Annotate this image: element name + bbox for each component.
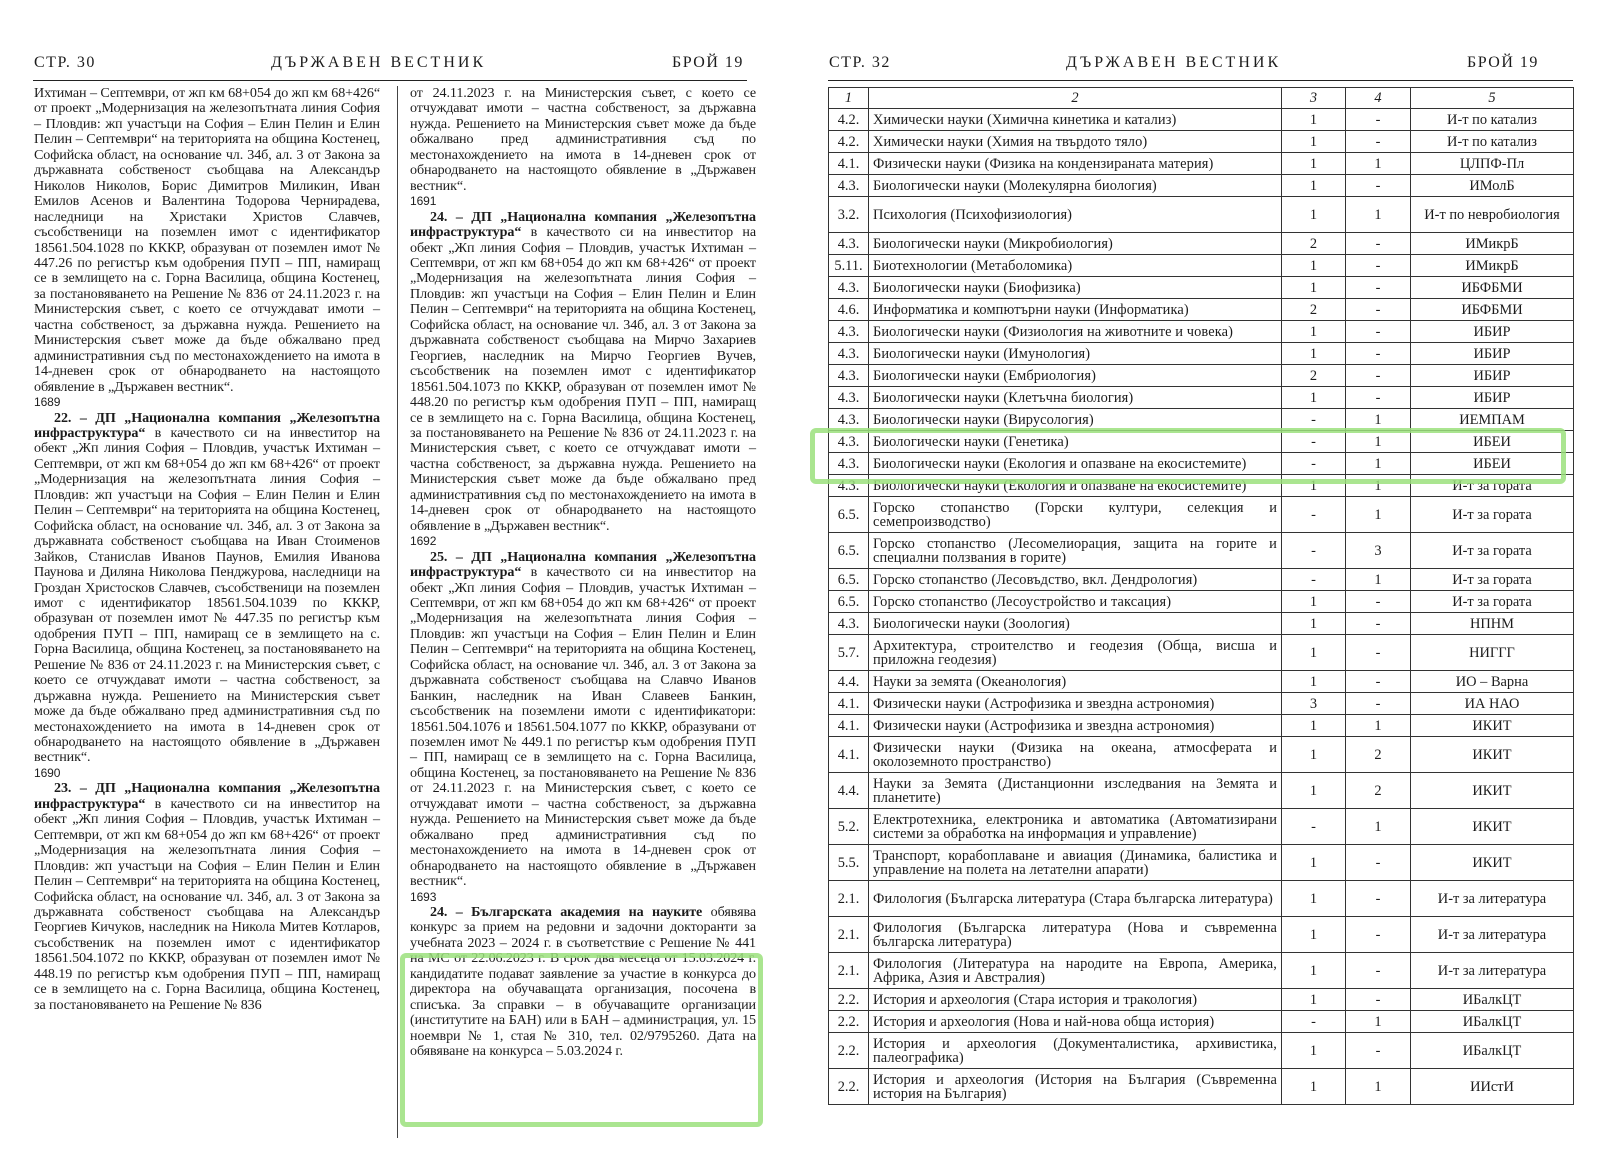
table-cell-c2: Биологически науки (Зоология) [869,613,1282,635]
table-row [829,613,1574,635]
table-cell-c1: 4.1. [829,693,869,715]
table-cell-c2: История и археология (Стара история и тракология) [869,989,1282,1011]
notice-25-heading: 25. – ДП „Национална компания „Железопътна инфраструктура“ [410,548,756,581]
table-body [829,109,1574,1105]
table-cell-c4: - [1346,845,1411,881]
table-cell-c1: 4.3. [829,321,869,343]
right-page [800,0,1600,1168]
table-row [829,175,1574,197]
table-cell-c3: - [1282,409,1346,431]
table-cell-c3: 1 [1282,591,1346,613]
table-cell-c3: 1 [1282,109,1346,131]
table-cell-c2: Биологически науки (Клетъчна биология) [869,387,1282,409]
column-header: 5 [1411,88,1574,109]
table-cell-c1: 4.1. [829,715,869,737]
table-cell-c1: 2.1. [829,881,869,917]
table-cell-c2: Физически науки (Физика на океана, атмосферата и околоземното пространство) [869,737,1282,773]
table-cell-c1: 4.2. [829,131,869,153]
table-row [829,233,1574,255]
table-cell-c4: 1 [1346,475,1411,497]
table-cell-c4: 1 [1346,153,1411,175]
table-cell-c1: 4.3. [829,453,869,475]
table-cell-c3: - [1282,1011,1346,1033]
notice-22-body: в качеството си на инвеститор на обект „Жп линия София – Пловдив, участък Ихтиман – Септември, от жп км 68+054 до жп км 68+426“ от проект „Модернизация на железопътната линия София – Пловдив: жп участъци на София – Елин Пелин и Елин Пелин – Септември“ на територията на община Костенец, Софийска област, на основание чл. 34б, ал. 3 от Закона за държавната собственост съобщава на Иван Стоименов Зайков, Станислав Иванов Паунов, Емилия Иванова Паунова и Диляна Николова Пенджурова, наследници на Гроздан Христосков Славчев, съсобственици на поземлен имот с идентификатор 18561.504.1039 по КККР, образуван от поземлен имот № 447.35 по регистър към одобрения ПУП – ПП, намиращ се в землището на с. Горна Василица, община Костенец, за постановяването на Решение № 836 от 24.11.2023 г. на Министерския съвет, с което се отчуждават имоти – частна собственост, за държавна нужда. Решението на Министерския съвет може да бъде обжалвано пред административния съд по местонахождението на имота в 14-дневен срок от обнародването на настоящото обявление в „Държавен вестник“. [34,424,380,766]
left-page-number: СТР. 30 [34,54,96,71]
notice-25-body: в качеството си на инвеститор на обект „Жп линия София – Пловдив, участък Ихтиман – Септември, от жп км 68+054 до жп км 68+426“ от проект „Модернизация на железопътната линия София – Пловдив: жп участъци на София – Елин Пелин и Елин Пелин – Септември“ на територията на община Костенец, Софийска област, на основание чл. 34б, ал. 3 от Закона за държавната собственост съобщава на Славчо Иванов Банкин, наследник на Иван Славеев Банкин, съсобственик на поземлени имоти с идентификатори: 18561.504.1076 и 18561.504.1077 по КККР, образувани от поземлен имот № 449.1 по регистър към одобрения ПУП – ПП, намиращ се в землището на с. Горна Василица, община Костенец, за постановяването на Решение № 836 от 24.11.2023 г. на Министерския съвет, с което се отчуждават имоти – частна собственост, за държавна нужда. Решението на Министерския съвет може да бъде обжалвано пред административния съд по местонахождението на имота в 14-дневен срок от обнародването на настоящото обявление в „Държавен вестник“. [410,564,756,890]
table-cell-c1: 3.2. [829,197,869,233]
table-cell-c5: И-т за гората [1411,475,1574,497]
table-cell-c3: 1 [1282,197,1346,233]
table-row [829,809,1574,845]
table-cell-c5: И-т по невробиология [1411,197,1574,233]
table-row [829,773,1574,809]
table-cell-c4: - [1346,613,1411,635]
table-cell-c5: ИБЕИ [1411,431,1574,453]
table-cell-c4: - [1346,299,1411,321]
table-cell-c3: 1 [1282,737,1346,773]
table-cell-c3: - [1282,569,1346,591]
notice-22-heading: 22. – ДП „Национална компания „Железопътна инфраструктура“ [34,409,380,441]
table-cell-c4: - [1346,953,1411,989]
table-row [829,343,1574,365]
table-cell-c3: 2 [1282,299,1346,321]
table-row [829,737,1574,773]
table-cell-c2: Физически науки (Физика на кондензираната материя) [869,153,1282,175]
table-cell-c5: ИКИТ [1411,773,1574,809]
table-cell-c1: 4.3. [829,365,869,387]
table-cell-c4: 2 [1346,773,1411,809]
table-cell-c5: ИБалкЦТ [1411,1033,1574,1069]
table-row [829,109,1574,131]
table-cell-c4: - [1346,109,1411,131]
notice-24-body: в качеството си на инвеститор на обект „Жп линия София – Пловдив, участък Ихтиман – Септември, от жп км 68+054 до жп км 68+426“ от проект „Модернизация на железопътната линия София – Пловдив: жп участъци на София – Елин Пелин и Елин Пелин – Септември“ на територията на община Костенец, Софийска област, на основание чл. 34б, ал. 3 от Закона за държавната собственост съобщава на Мирчо Захариев Георгиев, наследник на Мирчо Георгиев Вучев, съсобственик на поземлен имот с идентификатор 18561.504.1073 по КККР, образуван от поземлен имот № 448.20 по регистър към одобрения ПУП – ПП, намиращ се в землището на с. Горна Василица, община Костенец, за постановяването на Решение № 836 от 24.11.2023 г. на Министерския съвет, с което се отчуждават имоти – частна собственост, за държавна нужда. Решението на Министерския съвет може да бъде обжалвано пред административния съд по местонахождението на имота в 14-дневен срок от обнародването на настоящото обявление в „Държавен вестник“. [410,224,756,534]
table-cell-c3: 1 [1282,715,1346,737]
notice-code: 1693 [410,889,437,904]
table-cell-c4: - [1346,635,1411,671]
table-cell-c3: 1 [1282,881,1346,917]
table-cell-c2: История и археология (История на България (Съвременна история на България) [869,1069,1282,1105]
table-cell-c1: 6.5. [829,569,869,591]
table-cell-c4: - [1346,387,1411,409]
table-row [829,277,1574,299]
table-cell-c3: 1 [1282,343,1346,365]
table-row [829,671,1574,693]
table-cell-c1: 4.4. [829,773,869,809]
table-cell-c5: ИКИТ [1411,845,1574,881]
notice-23-heading: 23. – ДП „Национална компания „Железопътна инфраструктура“ [34,780,380,812]
table-cell-c3: 1 [1282,277,1346,299]
table-cell-c4: - [1346,1033,1411,1069]
table-cell-c4: - [1346,989,1411,1011]
table-cell-c5: И-т за литература [1411,917,1574,953]
table-cell-c1: 2.2. [829,1011,869,1033]
right-issue-number: БРОЙ 19 [1467,54,1539,71]
table-cell-c3: - [1282,533,1346,569]
table-row [829,387,1574,409]
table-cell-c1: 2.1. [829,917,869,953]
table-cell-c4: - [1346,365,1411,387]
table-cell-c3: 1 [1282,475,1346,497]
table-cell-c2: Електротехника, електроника и автоматика (Автоматизирани системи за обработка на информация и управление) [869,809,1282,845]
table-cell-c2: Биологически науки (Микробиология) [869,233,1282,255]
table-cell-c3: 1 [1282,153,1346,175]
table-row [829,1069,1574,1105]
table-cell-c4: 1 [1346,197,1411,233]
table-cell-c1: 5.2. [829,809,869,845]
table-cell-c3: 1 [1282,255,1346,277]
table-cell-c4: 1 [1346,409,1411,431]
table-cell-c2: Биологически науки (Молекулярна биология) [869,175,1282,197]
table-cell-c2: Биологически науки (Биофизика) [869,277,1282,299]
notice-24 [410,210,756,535]
table-cell-c3: 1 [1282,917,1346,953]
table-cell-c4: - [1346,671,1411,693]
table-cell-c5: ИЕМПАМ [1411,409,1574,431]
table-cell-c5: И-т за гората [1411,591,1574,613]
table-row [829,497,1574,533]
table-cell-c2: Филология (Литература на народите на Европа, Америка, Африка, Азия и Австралия) [869,953,1282,989]
table-cell-c4: 1 [1346,809,1411,845]
table-row [829,989,1574,1011]
table-cell-c4: - [1346,917,1411,953]
column-header: 4 [1346,88,1411,109]
bas-doctoral-notice [410,905,756,1060]
column-header: 1 [829,88,869,109]
table-cell-c5: И-т за гората [1411,533,1574,569]
table-cell-c2: Науки за Земята (Дистанционни изследвания на Земята и планетите) [869,773,1282,809]
left-column-1 [34,86,380,1013]
table-cell-c3: 1 [1282,953,1346,989]
table-cell-c1: 4.3. [829,277,869,299]
table-row [829,255,1574,277]
table-row [829,1033,1574,1069]
table-cell-c5: НИГГГ [1411,635,1574,671]
table-row [829,845,1574,881]
table-cell-c1: 4.3. [829,613,869,635]
right-header-rule [828,80,1573,81]
table-cell-c3: 1 [1282,175,1346,197]
table-cell-c3: 1 [1282,131,1346,153]
table-cell-c3: 1 [1282,773,1346,809]
table-cell-c2: Транспорт, корабоплаване и авиация (Динамика, балистика и управление на полета на летателни апарати) [869,845,1282,881]
table-cell-c3: 1 [1282,989,1346,1011]
table-cell-c4: - [1346,255,1411,277]
table-cell-c1: 6.5. [829,533,869,569]
table-cell-c2: Биотехнологии (Метаболомика) [869,255,1282,277]
doctoral-positions-table [828,87,1574,1105]
table-cell-c4: - [1346,343,1411,365]
table-cell-c1: 4.1. [829,737,869,773]
table-row [829,917,1574,953]
table-row [829,321,1574,343]
table-row [829,715,1574,737]
table-cell-c2: Архитектура, строителство и геодезия (Обща, висша и приложна геодезия) [869,635,1282,671]
table-cell-c4: 2 [1346,737,1411,773]
table-row [829,635,1574,671]
table-cell-c5: И-т за гората [1411,497,1574,533]
right-masthead: ДЪРЖАВЕН ВЕСТНИК [1066,54,1282,71]
notice-22 [34,411,380,766]
table-row [829,881,1574,917]
notice-21-tail: Ихтиман – Септември, от жп км 68+054 до жп км 68+426“ от проект „Модернизация на железопътната линия София – Пловдив: жп участъци на София – Елин Пелин и Елин Пелин – Септември“ на територията на община Костенец, Софийска област, на основание чл. 34б, ал. 3 от Закона за държавната собственост съобщава на Александър Николов Николов, Борис Димитров Миликин, Иван Емилов Асенов и Валентина Тодорова Чернирадева, наследници на Христаки Христов Славчев, съсобственици на поземлен имот с идентификатор 18561.504.1028 по КККР, образуван от поземлен имот № 447.26 по регистър към одобрения ПУП – ПП, намиращ се в землището на с. Горна Василица, община Костенец, за постановяването на Решение № 836 от 24.11.2023 г. на Министерския съвет, с което се отчуждават имоти – частна собственост, за държавна нужда. Решението на Министерския съвет може да бъде обжалвано пред административния съд по местонахождението на имота в 14-дневен срок от обнародването на настоящото обявление в „Държавен вестник“. [34,85,380,395]
notice-code: 1689 [34,395,61,410]
table-cell-c5: И-т по катализ [1411,109,1574,131]
table-cell-c2: Биологически науки (Екология и опазване на екосистемите) [869,453,1282,475]
notice-23-body: в качеството си на инвеститор на обект „Жп линия София – Пловдив, участък Ихтиман – Септември, от жп км 68+054 до жп км 68+426“ от проект „Модернизация на железопътната линия София – Пловдив: жп участъци на София – Елин Пелин и Елин Пелин – Септември“ на територията на община Костенец, Софийска област, на основание чл. 34б, ал. 3 от Закона за държавната собственост съобщава на Александър Георгиев Кичуков, наследник на Никола Митев Котларов, съсобственик на поземлен имот с идентификатор 18561.504.1072 по КККР, образуван от поземлен имот № 448.19 по регистър към одобрения ПУП – ПП, намиращ се в землището на с. Горна Василица, община Костенец, за постановяването на Решение № 836 [34,795,380,1013]
table-cell-c5: ИМолБ [1411,175,1574,197]
table-cell-c1: 4.3. [829,233,869,255]
left-masthead: ДЪРЖАВЕН ВЕСТНИК [271,54,487,71]
table-cell-c2: Горско стопанство (Горски култури, селекция и семепроизводство) [869,497,1282,533]
table-row [829,569,1574,591]
table-cell-c1: 6.5. [829,497,869,533]
table-cell-c2: Химически науки (Химична кинетика и катализ) [869,109,1282,131]
table-row [829,409,1574,431]
table-cell-c2: Биологически науки (Вирусология) [869,409,1282,431]
table-cell-c5: ИБФБМИ [1411,299,1574,321]
table-cell-c4: - [1346,233,1411,255]
table-cell-c2: История и археология (Документалистика, архивистика, палеографика) [869,1033,1282,1069]
table-cell-c5: ИБИР [1411,387,1574,409]
table-cell-c4: - [1346,881,1411,917]
table-cell-c1: 4.3. [829,409,869,431]
table-cell-c2: Биологически науки (Имунология) [869,343,1282,365]
notice-code: 1692 [410,534,437,549]
table-cell-c1: 4.1. [829,153,869,175]
table-cell-c2: Филология (Българска литература (Стара българска литература) [869,881,1282,917]
table-cell-c4: 3 [1346,533,1411,569]
table-cell-c3: 1 [1282,1033,1346,1069]
table-cell-c3: - [1282,497,1346,533]
table-cell-c5: ИБЕИ [1411,453,1574,475]
table-cell-c2: Биологически науки (Физиология на животните и човека) [869,321,1282,343]
table-cell-c4: 1 [1346,497,1411,533]
table-cell-c1: 4.2. [829,109,869,131]
right-page-number: СТР. 32 [829,54,891,71]
table-row [829,453,1574,475]
table-cell-c3: 1 [1282,671,1346,693]
table-cell-c1: 5.5. [829,845,869,881]
table-cell-c5: ИО – Варна [1411,671,1574,693]
bas-notice-heading: 24. – Българската академия на науките [430,904,703,921]
table-cell-c3: 1 [1282,1069,1346,1105]
table-cell-c5: ИБИР [1411,321,1574,343]
table-cell-c2: Физически науки (Астрофизика и звездна астрономия) [869,693,1282,715]
left-issue-number: БРОЙ 19 [672,54,744,71]
table-cell-c5: ИБИР [1411,365,1574,387]
notice-23-tail: от 24.11.2023 г. на Министерския съвет, с което се отчуждават имоти – частна собственост, за държавна нужда. Решението на Министерския съвет може да бъде обжалвано пред административния съд по местонахождението на имота в 14-дневен срок от обнародването на настоящото обявление в „Държавен вестник“. [410,85,756,194]
notice-code: 1691 [410,194,437,209]
table-row [829,365,1574,387]
notice-24-heading: 24. – ДП „Национална компания „Железопътна инфраструктура“ [410,208,756,241]
column-header: 2 [869,88,1282,109]
table-row [829,953,1574,989]
table-cell-c4: - [1346,693,1411,715]
table-cell-c4: 1 [1346,1011,1411,1033]
table-cell-c4: - [1346,277,1411,299]
table-cell-c5: ИИстИ [1411,1069,1574,1105]
table-cell-c3: 2 [1282,233,1346,255]
table-cell-c4: - [1346,175,1411,197]
table-cell-c5: НПНМ [1411,613,1574,635]
table-cell-c3: 1 [1282,845,1346,881]
table-cell-c2: Горско стопанство (Лесомелиорация, защита на горите и специални ползвания в горите) [869,533,1282,569]
table-cell-c1: 4.3. [829,175,869,197]
table-cell-c2: Химически науки (Химия на твърдото тяло) [869,131,1282,153]
table-cell-c5: ИМикрБ [1411,233,1574,255]
table-cell-c5: И-т за гората [1411,569,1574,591]
table-row [829,197,1574,233]
table-cell-c1: 4.4. [829,671,869,693]
table-cell-c2: Горско стопанство (Лесоустройство и таксация) [869,591,1282,613]
table-cell-c1: 2.2. [829,1033,869,1069]
table-cell-c1: 2.1. [829,953,869,989]
table-cell-c2: Горско стопанство (Лесовъдство, вкл. Дендрология) [869,569,1282,591]
table-cell-c3: 3 [1282,693,1346,715]
table-cell-c1: 2.2. [829,989,869,1011]
table-cell-c5: ИКИТ [1411,737,1574,773]
table-cell-c2: Физически науки (Астрофизика и звездна астрономия) [869,715,1282,737]
table-cell-c2: Биологически науки (Екология и опазване на екосистемите) [869,475,1282,497]
table-cell-c2: Науки за земята (Океанология) [869,671,1282,693]
table-row [829,1011,1574,1033]
table-cell-c5: ИБФБМИ [1411,277,1574,299]
table-cell-c1: 4.3. [829,343,869,365]
table-cell-c2: Биологически науки (Ембриология) [869,365,1282,387]
table-row [829,693,1574,715]
table-cell-c5: ИБалкЦТ [1411,989,1574,1011]
table-cell-c1: 4.3. [829,475,869,497]
table-cell-c3: 1 [1282,613,1346,635]
table-cell-c4: - [1346,591,1411,613]
table-cell-c2: Филология (Българска литература (Нова и съвременна българска литература) [869,917,1282,953]
table-cell-c3: - [1282,431,1346,453]
table-cell-c3: 1 [1282,387,1346,409]
table-cell-c5: И-т по катализ [1411,131,1574,153]
table-cell-c1: 5.7. [829,635,869,671]
notice-25 [410,550,756,890]
table-cell-c3: - [1282,809,1346,845]
table-cell-c5: И-т за литература [1411,881,1574,917]
table-cell-c3: - [1282,453,1346,475]
table-cell-c2: Биологически науки (Генетика) [869,431,1282,453]
table-row [829,475,1574,497]
table-cell-c1: 5.11. [829,255,869,277]
table-cell-c1: 4.3. [829,431,869,453]
notice-23 [34,781,380,1013]
left-column-2 [410,86,756,1060]
notice-code: 1690 [34,765,61,780]
column-header: 3 [1282,88,1346,109]
table-row [829,131,1574,153]
table-row [829,431,1574,453]
table-cell-c5: ИКИТ [1411,715,1574,737]
table-cell-c4: 1 [1346,1069,1411,1105]
table-cell-c4: 1 [1346,431,1411,453]
bas-notice-body: обявява конкурс за прием на редовни и задочни докторанти за учебната 2023 – 2024 г. в съответствие с Решение № 441 на МС от 22.06.2023 г. В срок два месеца от 15.03.2024 г. кандидатите подават заявление за участие в конкурса до директора на обучаващата организация, посочена в списъка. За справки – в обучаващите организации (институтите на БАН) или в БАН – администрация, ул. 15 ноември № 1, стая № 310, тел. 02/9795260. Дата на обявяване на конкурса – 5.03.2024 г. [410,904,756,1060]
table-cell-c4: 1 [1346,453,1411,475]
table-row [829,591,1574,613]
table-cell-c3: 2 [1282,365,1346,387]
table-header-row [829,88,1574,109]
table-cell-c4: 1 [1346,569,1411,591]
table-cell-c5: И-т за литература [1411,953,1574,989]
table-cell-c5: ИБИР [1411,343,1574,365]
table-cell-c4: - [1346,321,1411,343]
table-row [829,299,1574,321]
table-row [829,533,1574,569]
table-cell-c2: История и археология (Нова и най-нова обща история) [869,1011,1282,1033]
column-divider [397,86,398,1138]
table-cell-c5: ИМикрБ [1411,255,1574,277]
table-cell-c4: 1 [1346,715,1411,737]
table-cell-c1: 4.6. [829,299,869,321]
table-cell-c3: 1 [1282,321,1346,343]
table-cell-c3: 1 [1282,635,1346,671]
table-cell-c2: Информатика и компютърни науки (Информатика) [869,299,1282,321]
left-header-rule [33,80,747,81]
table-cell-c5: ИКИТ [1411,809,1574,845]
table-cell-c1: 4.3. [829,387,869,409]
table-cell-c5: ЦЛПФ-Пл [1411,153,1574,175]
table-row [829,153,1574,175]
table-cell-c1: 2.2. [829,1069,869,1105]
table-cell-c5: ИА НАО [1411,693,1574,715]
table-cell-c2: Психология (Психофизиология) [869,197,1282,233]
table-cell-c4: - [1346,131,1411,153]
table-cell-c1: 6.5. [829,591,869,613]
table-cell-c5: ИБалкЦТ [1411,1011,1574,1033]
